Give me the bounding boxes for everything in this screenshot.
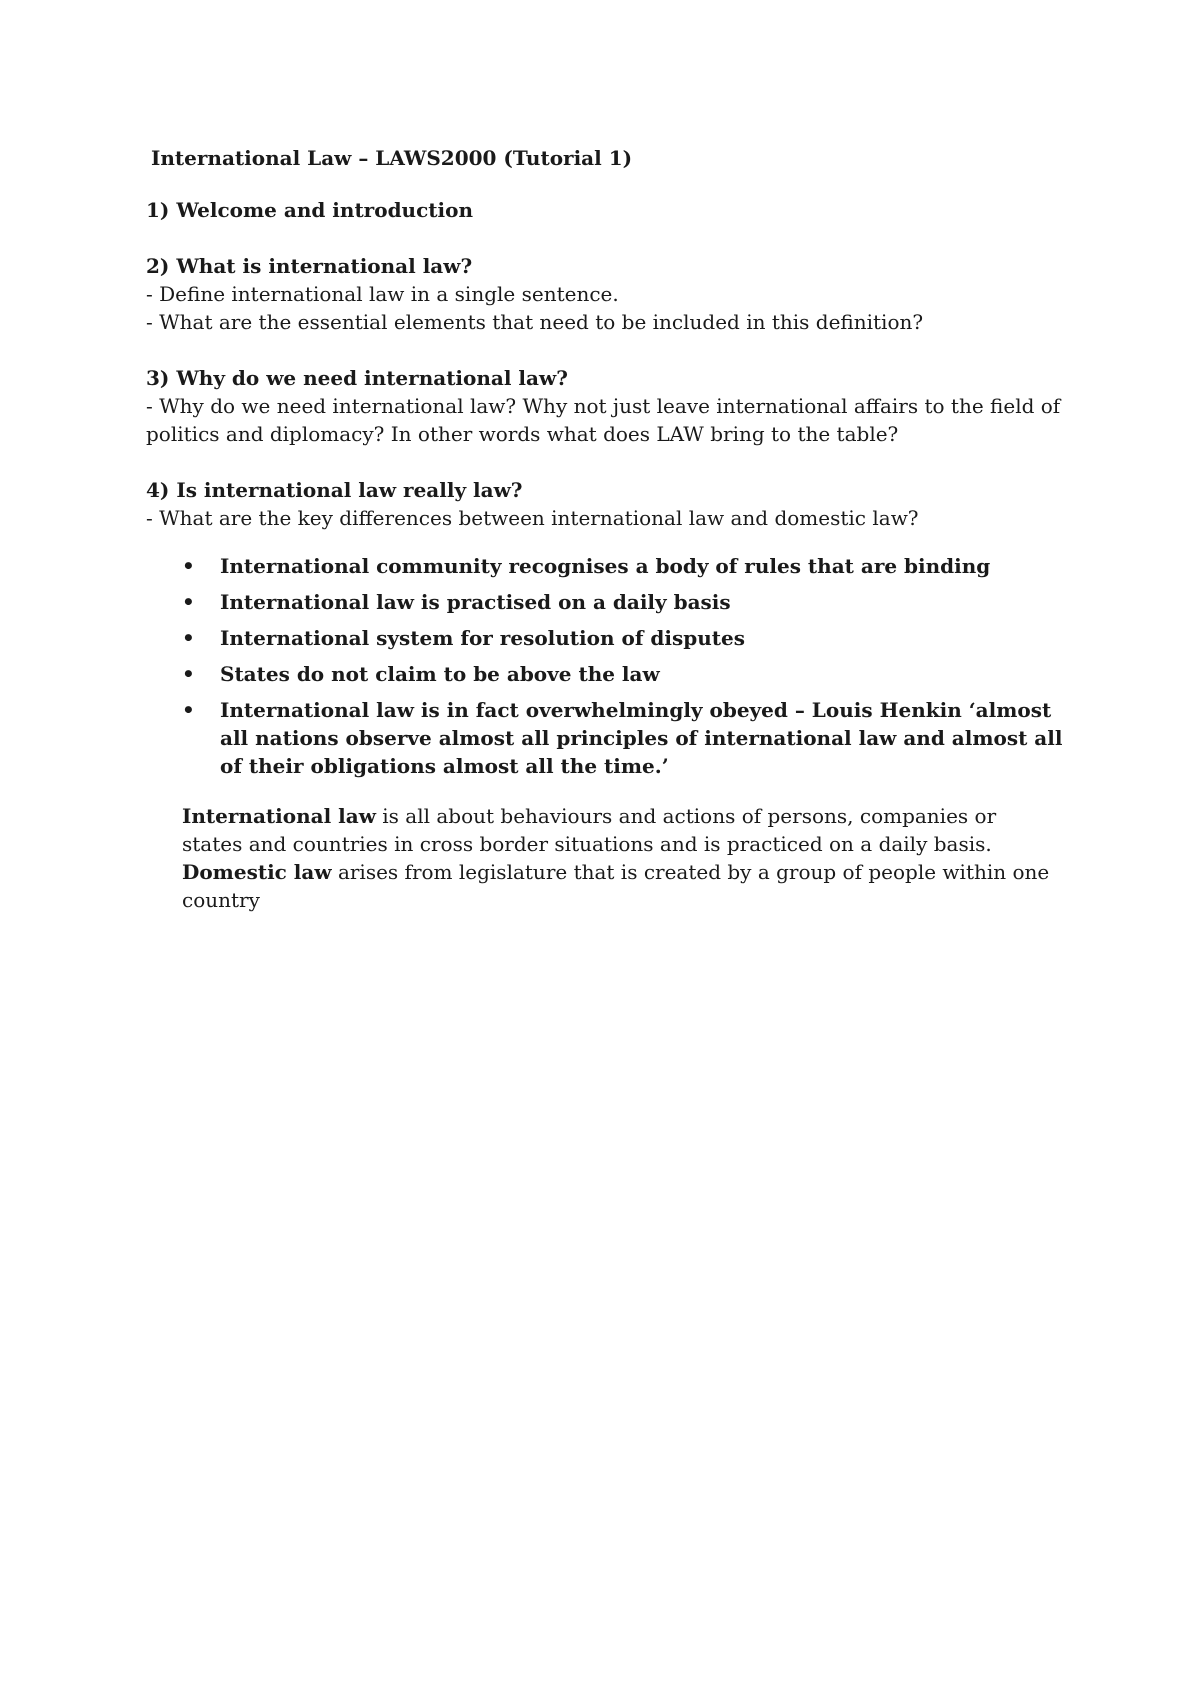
notes-paragraph — [182, 802, 1062, 914]
list-item — [182, 552, 1066, 580]
bullet-icon: • — [182, 662, 195, 686]
list-item — [182, 696, 1066, 780]
bullet-icon: • — [182, 698, 195, 722]
section-heading: 4) Is international law really law? — [146, 478, 523, 502]
question-line: - What are the essential elements that need to be included in this definition? — [146, 310, 924, 334]
section-why-international-law — [146, 364, 1066, 448]
question-line: - What are the key differences between international law and domestic law? — [146, 506, 919, 530]
section-is-it-law — [146, 476, 1066, 532]
document-title: International Law – LAWS2000 (Tutorial 1) — [151, 146, 633, 170]
section-heading: 3) Why do we need international law? — [146, 366, 568, 390]
list-item — [182, 588, 1066, 616]
notes-text: arises from legislature that is created by a group of people within one country — [182, 860, 1050, 912]
bullet-text: States do not claim to be above the law — [220, 662, 660, 686]
bullet-text: International system for resolution of disputes — [220, 626, 745, 650]
section-heading: 1) Welcome and introduction — [146, 198, 473, 222]
bullet-icon: • — [182, 626, 195, 650]
bullet-list — [182, 552, 1066, 780]
question-line: - Define international law in a single sentence. — [146, 282, 619, 306]
section-welcome — [146, 196, 1066, 224]
notes-text: is all about behaviours and actions of persons, companies or states and countries in cross border situations and is practiced on a daily basis. — [182, 804, 997, 856]
section-heading: 2) What is international law? — [146, 254, 473, 278]
bullet-icon: • — [182, 554, 195, 578]
bullet-text: International law is in fact overwhelmingly obeyed – Louis Henkin ‘almost all nations observe almost all principles of international law and almost all of their obligations almost all the time.’ — [220, 698, 1063, 778]
document-content — [146, 144, 1066, 914]
term-domestic-law: Domestic law — [182, 860, 332, 884]
term-international-law: International law — [182, 804, 376, 828]
bullet-text: International law is practised on a daily basis — [220, 590, 731, 614]
question-line: - Why do we need international law? Why not just leave international affairs to the field of politics and diplomacy? In other words what does LAW bring to the table? — [146, 394, 1061, 446]
list-item — [182, 624, 1066, 652]
bullet-text: International community recognises a body of rules that are binding — [220, 554, 991, 578]
section-what-is-international-law — [146, 252, 1066, 336]
bullet-icon: • — [182, 590, 195, 614]
list-item — [182, 660, 1066, 688]
